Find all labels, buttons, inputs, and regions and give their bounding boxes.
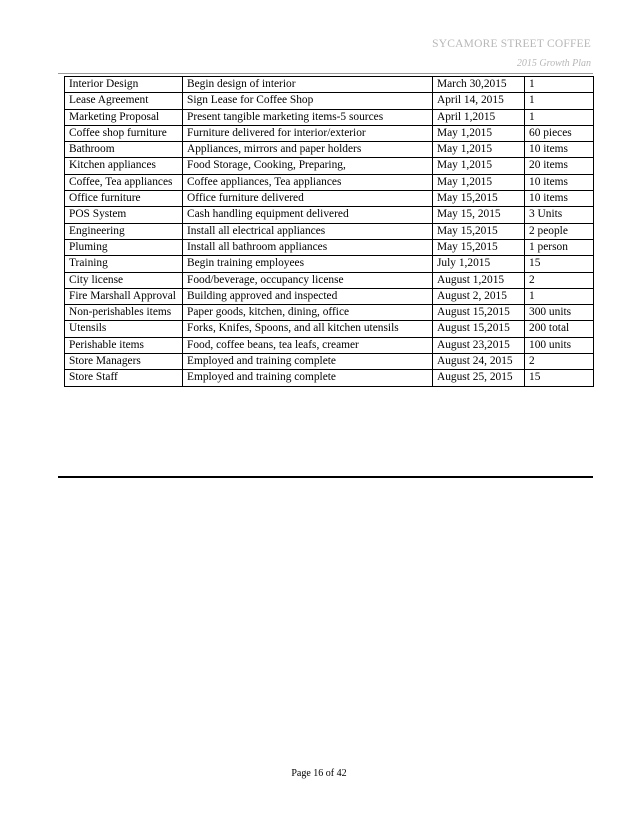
task-cell: Coffee appliances, Tea appliances — [183, 174, 433, 190]
item-cell: Non-perishables items — [65, 305, 183, 321]
quantity-cell: 1 person — [525, 239, 594, 255]
date-cell: May 1,2015 — [433, 174, 525, 190]
item-cell: Kitchen appliances — [65, 158, 183, 174]
item-cell: Utensils — [65, 321, 183, 337]
item-cell: Fire Marshall Approval — [65, 288, 183, 304]
quantity-cell: 1 — [525, 288, 594, 304]
quantity-cell: 2 people — [525, 223, 594, 239]
table-row — [65, 142, 594, 158]
table-row — [65, 321, 594, 337]
item-cell: Lease Agreement — [65, 93, 183, 109]
task-cell: Appliances, mirrors and paper holders — [183, 142, 433, 158]
task-cell: Forks, Knifes, Spoons, and all kitchen utensils — [183, 321, 433, 337]
page-number: Page 16 of 42 — [291, 768, 347, 779]
date-cell: August 1,2015 — [433, 272, 525, 288]
task-cell: Food/beverage, occupancy license — [183, 272, 433, 288]
task-cell: Building approved and inspected — [183, 288, 433, 304]
date-cell: May 15, 2015 — [433, 207, 525, 223]
date-cell: May 15,2015 — [433, 191, 525, 207]
table-row — [65, 223, 594, 239]
table-row — [65, 354, 594, 370]
table-row — [65, 207, 594, 223]
task-cell: Sign Lease for Coffee Shop — [183, 93, 433, 109]
date-cell: May 1,2015 — [433, 142, 525, 158]
item-cell: Store Staff — [65, 370, 183, 386]
date-cell: August 23,2015 — [433, 337, 525, 353]
quantity-cell: 2 — [525, 272, 594, 288]
table-row — [65, 305, 594, 321]
table-row — [65, 256, 594, 272]
table-row — [65, 239, 594, 255]
item-cell: Office furniture — [65, 191, 183, 207]
item-cell: Bathroom — [65, 142, 183, 158]
table-row — [65, 93, 594, 109]
date-cell: March 30,2015 — [433, 77, 525, 93]
quantity-cell: 1 — [525, 109, 594, 125]
task-cell: Employed and training complete — [183, 370, 433, 386]
quantity-cell: 300 units — [525, 305, 594, 321]
item-cell: Perishable items — [65, 337, 183, 353]
header-divider — [58, 73, 593, 74]
item-cell: Engineering — [65, 223, 183, 239]
document-header-title: SYCAMORE STREET COFFEE — [432, 38, 591, 50]
quantity-cell: 2 — [525, 354, 594, 370]
quantity-cell: 15 — [525, 256, 594, 272]
task-cell: Employed and training complete — [183, 354, 433, 370]
table-row — [65, 191, 594, 207]
item-cell: Coffee, Tea appliances — [65, 174, 183, 190]
item-cell: POS System — [65, 207, 183, 223]
item-cell: Interior Design — [65, 77, 183, 93]
date-cell: August 24, 2015 — [433, 354, 525, 370]
table-row — [65, 174, 594, 190]
table-bottom-divider — [58, 476, 593, 478]
date-cell: May 1,2015 — [433, 158, 525, 174]
task-cell: Cash handling equipment delivered — [183, 207, 433, 223]
task-cell: Office furniture delivered — [183, 191, 433, 207]
growth-plan-table — [64, 76, 594, 387]
table-row — [65, 337, 594, 353]
document-header-subtitle: 2015 Growth Plan — [516, 58, 591, 69]
item-cell: Coffee shop furniture — [65, 125, 183, 141]
table-body — [65, 77, 594, 387]
quantity-cell: 1 — [525, 77, 594, 93]
date-cell: August 15,2015 — [433, 305, 525, 321]
date-cell: May 1,2015 — [433, 125, 525, 141]
task-cell: Install all bathroom appliances — [183, 239, 433, 255]
quantity-cell: 100 units — [525, 337, 594, 353]
table-row — [65, 77, 594, 93]
date-cell: August 15,2015 — [433, 321, 525, 337]
date-cell: August 2, 2015 — [433, 288, 525, 304]
quantity-cell: 3 Units — [525, 207, 594, 223]
table-row — [65, 288, 594, 304]
item-cell: City license — [65, 272, 183, 288]
quantity-cell: 60 pieces — [525, 125, 594, 141]
quantity-cell: 20 items — [525, 158, 594, 174]
date-cell: July 1,2015 — [433, 256, 525, 272]
table-row — [65, 125, 594, 141]
table-row — [65, 158, 594, 174]
date-cell: April 1,2015 — [433, 109, 525, 125]
item-cell: Pluming — [65, 239, 183, 255]
date-cell: August 25, 2015 — [433, 370, 525, 386]
task-cell: Furniture delivered for interior/exterior — [183, 125, 433, 141]
quantity-cell: 10 items — [525, 142, 594, 158]
date-cell: May 15,2015 — [433, 239, 525, 255]
quantity-cell: 200 total — [525, 321, 594, 337]
table-row — [65, 272, 594, 288]
date-cell: April 14, 2015 — [433, 93, 525, 109]
quantity-cell: 15 — [525, 370, 594, 386]
task-cell: Food, coffee beans, tea leafs, creamer — [183, 337, 433, 353]
task-cell: Begin training employees — [183, 256, 433, 272]
item-cell: Marketing Proposal — [65, 109, 183, 125]
quantity-cell: 10 items — [525, 191, 594, 207]
task-cell: Begin design of interior — [183, 77, 433, 93]
task-cell: Food Storage, Cooking, Preparing, — [183, 158, 433, 174]
table-row — [65, 109, 594, 125]
task-cell: Paper goods, kitchen, dining, office — [183, 305, 433, 321]
date-cell: May 15,2015 — [433, 223, 525, 239]
task-cell: Install all electrical appliances — [183, 223, 433, 239]
quantity-cell: 1 — [525, 93, 594, 109]
item-cell: Training — [65, 256, 183, 272]
quantity-cell: 10 items — [525, 174, 594, 190]
item-cell: Store Managers — [65, 354, 183, 370]
table-row — [65, 370, 594, 386]
task-cell: Present tangible marketing items-5 sources — [183, 109, 433, 125]
